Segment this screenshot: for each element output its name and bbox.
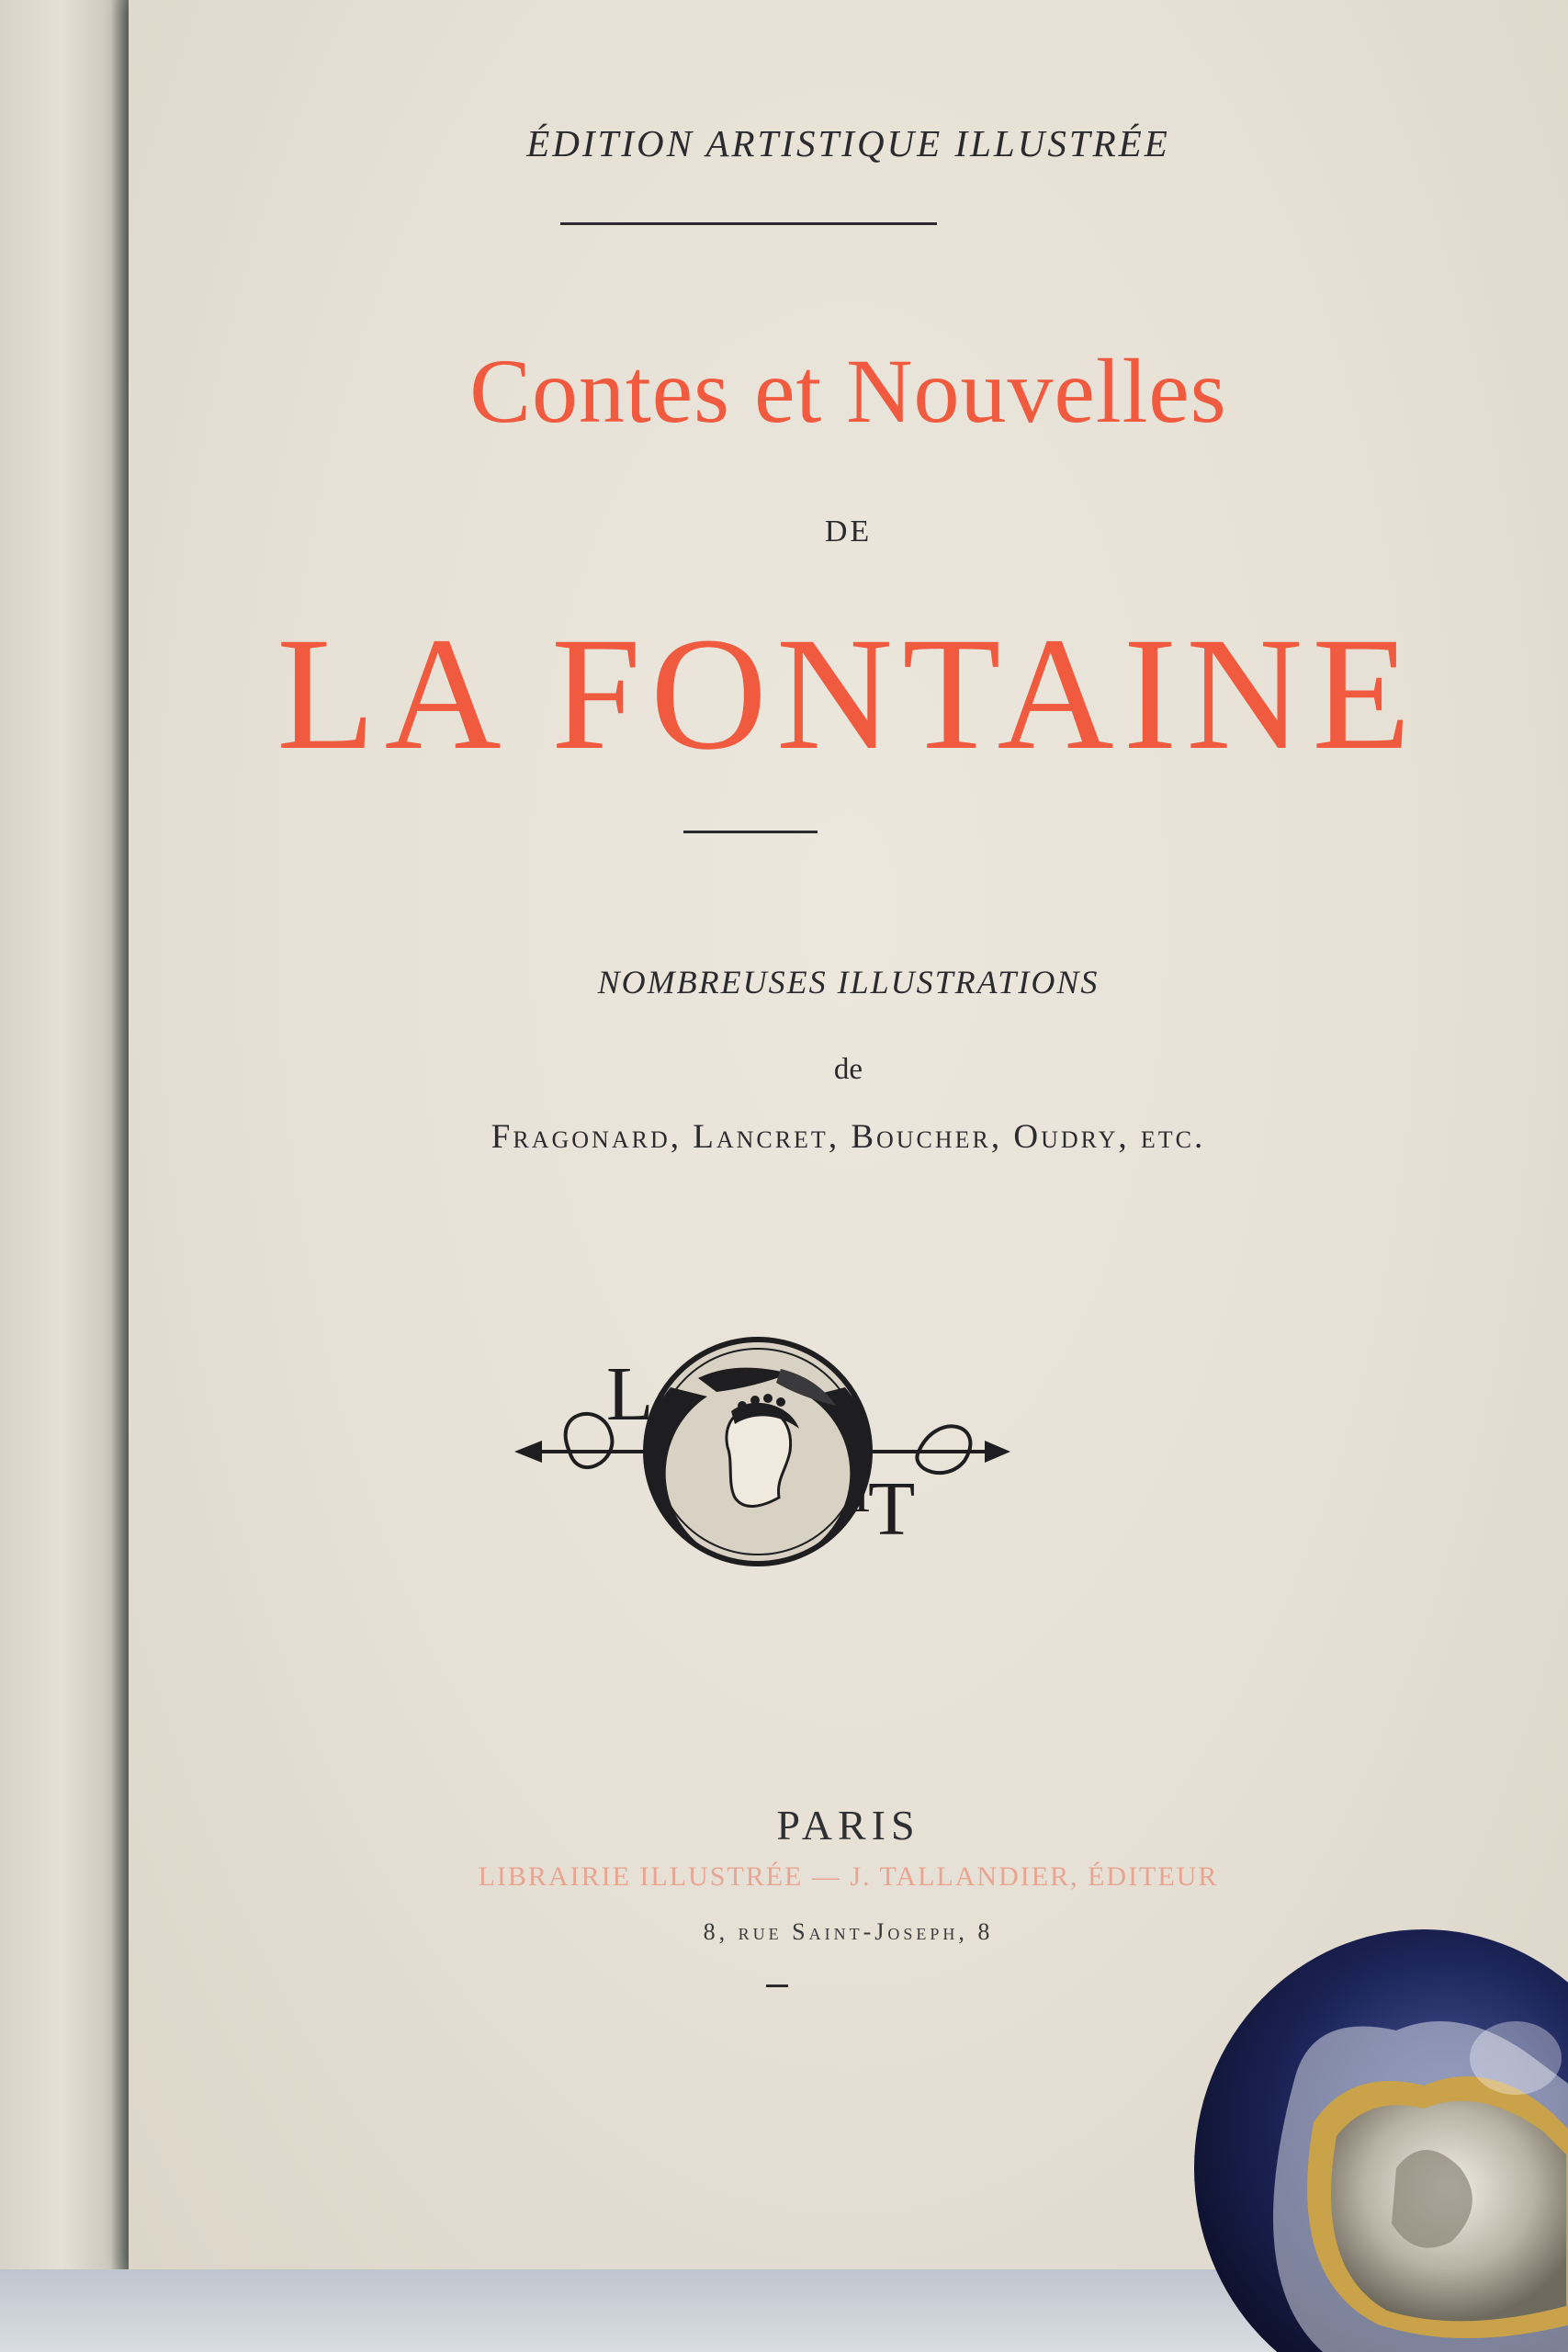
title-connector: DE (824, 514, 873, 548)
glass-paperweight-icon (1185, 1893, 1568, 2352)
artists-list: Fragonard, Lancret, Boucher, Oudry, etc. (491, 1118, 1206, 1156)
publication-city: PARIS (776, 1802, 920, 1849)
middle-rule (683, 831, 818, 833)
illustrations-connector: de (833, 1053, 863, 1086)
publisher-line: LIBRAIRIE ILLUSTRÉE — J. TALLANDIER, ÉDITEUR (478, 1861, 1219, 1892)
svg-text:I: I (852, 1463, 871, 1523)
author-name: LA FONTAINE (276, 605, 1420, 784)
svg-text:L: L (606, 1351, 654, 1437)
top-rule (560, 222, 937, 225)
svg-text:T: T (868, 1466, 916, 1552)
illustrations-line: NOMBREUSES ILLUSTRATIONS (597, 964, 1100, 1001)
book-binding-edge (0, 0, 138, 2352)
edition-heading: ÉDITION ARTISTIQUE ILLUSTRÉE (526, 122, 1170, 164)
art-nouveau-medallion-icon (514, 1323, 1010, 1589)
bottom-rule (766, 1984, 788, 1987)
book-title: Contes et Nouvelles (469, 340, 1227, 442)
publisher-address: 8, rue Saint-Joseph, 8 (703, 1918, 994, 1945)
